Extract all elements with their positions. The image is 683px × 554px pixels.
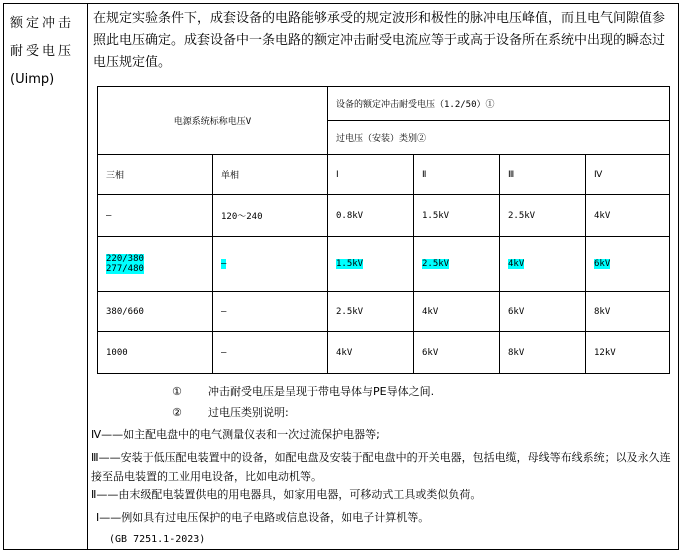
category-3-note: Ⅲ——安装于低压配电装置中的设备，如配电盘及安装于配电盘中的开关电器，包括电缆，母线等布线系统；以及永久连接至品电装置的工业用电设备，比如电动机等。 xyxy=(91,451,671,483)
header-system-voltage: 电源系统标称电压V xyxy=(98,87,328,155)
cell-single: — xyxy=(213,292,328,332)
cell-three-line2: 277/480 xyxy=(106,264,144,274)
term-line-2: 耐受电压 xyxy=(10,44,75,59)
table-row xyxy=(98,332,670,374)
category-1-note: Ⅰ——例如具有过电压保护的电子电路或信息设备，如电子计算机等。 xyxy=(96,511,430,524)
cell-single xyxy=(213,237,328,292)
col-single-phase: 单相 xyxy=(213,155,328,195)
cell-three: 380/660 xyxy=(98,292,213,332)
cell-I xyxy=(328,237,414,292)
cell-single: 120～240 xyxy=(213,195,328,237)
note-2-text: 过电压类别说明: xyxy=(208,406,289,419)
cell-II xyxy=(414,237,500,292)
cell-IV: 4kV xyxy=(586,195,670,237)
cell-three: 1000 xyxy=(98,332,213,374)
note-1-mark: ① xyxy=(172,385,182,398)
cell-I: 2.5kV xyxy=(328,292,414,332)
col-cat-III: Ⅲ xyxy=(500,155,586,195)
category-4-note: Ⅳ——如主配电盘中的电气测量仪表和一次过流保护电器等; xyxy=(91,428,380,441)
cell-three-line1: 220/380 xyxy=(106,254,144,264)
cell-three: — xyxy=(98,195,213,237)
term-line-3: (Uimp) xyxy=(10,72,55,87)
cell-II-text: 2.5kV xyxy=(422,259,450,269)
cell-III: 8kV xyxy=(500,332,586,374)
category-2-note: Ⅱ——由末级配电装置供电的用电器具，如家用电器，可移动式工具或类似负荷。 xyxy=(91,488,482,501)
source-citation: (GB 7251.1-2023) xyxy=(109,534,206,545)
definition-text: 在规定实验条件下，成套设备的电路能够承受的规定波形和极性的脉冲电压峰值，而且电气间隙值参照此电压确定。成套设备中一条电路的额定冲击耐受电流应等于或高于设备所在系统中出现的瞬态过电压规定值。 xyxy=(93,11,666,70)
cell-II: 1.5kV xyxy=(414,195,500,237)
header-overvoltage-category: 过电压（安装）类别② xyxy=(328,121,670,155)
note-1-text: 冲击耐受电压是呈现于带电导体与PE导体之间. xyxy=(208,385,435,398)
cell-single: — xyxy=(213,332,328,374)
col-cat-I: Ⅰ xyxy=(328,155,414,195)
cell-IV-text: 6kV xyxy=(594,259,611,269)
col-cat-IV: Ⅳ xyxy=(586,155,670,195)
cell-III xyxy=(500,237,586,292)
column-divider xyxy=(87,4,88,549)
cell-III-text: 4kV xyxy=(508,259,525,269)
table-row xyxy=(98,292,670,332)
cell-I: 0.8kV xyxy=(328,195,414,237)
table-row xyxy=(98,237,670,292)
col-cat-II: Ⅱ xyxy=(414,155,500,195)
note-2 xyxy=(172,406,683,420)
header-impulse-voltage: 设备的额定冲击耐受电压（1.2/50）① xyxy=(328,87,670,121)
cell-IV: 12kV xyxy=(586,332,670,374)
cell-single-text: — xyxy=(221,259,227,269)
cell-I-text: 1.5kV xyxy=(336,259,364,269)
col-three-phase: 三相 xyxy=(98,155,213,195)
cell-IV xyxy=(586,237,670,292)
term-line-1: 额定冲击 xyxy=(10,16,75,31)
cell-I: 4kV xyxy=(328,332,414,374)
cell-II: 4kV xyxy=(414,292,500,332)
note-1 xyxy=(172,385,683,399)
table-row xyxy=(98,195,670,237)
cell-II: 6kV xyxy=(414,332,500,374)
cell-three xyxy=(98,237,213,292)
cell-III: 6kV xyxy=(500,292,586,332)
note-2-mark: ② xyxy=(172,406,182,419)
cell-III: 2.5kV xyxy=(500,195,586,237)
term-cell xyxy=(10,10,80,94)
voltage-table xyxy=(97,86,670,374)
cell-IV: 8kV xyxy=(586,292,670,332)
